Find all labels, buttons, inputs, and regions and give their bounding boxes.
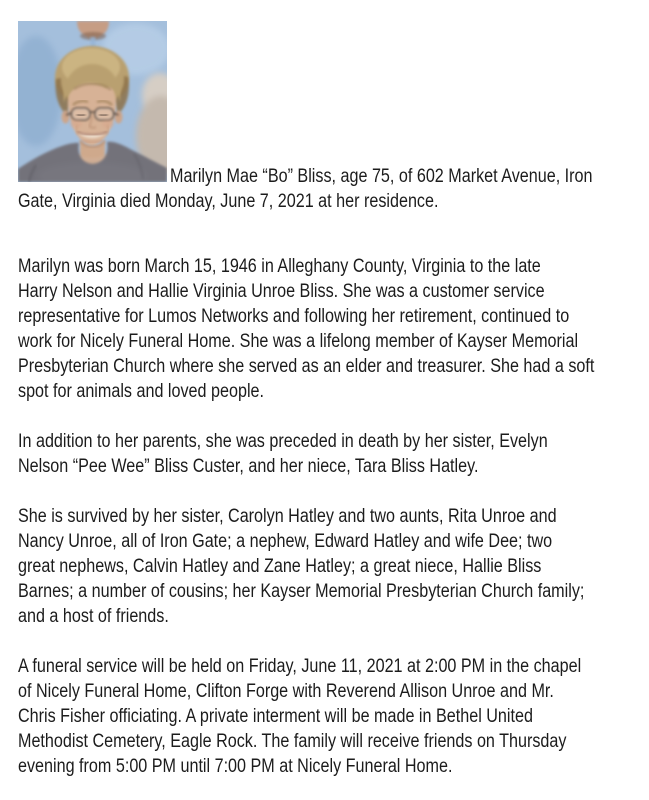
- biography-paragraph: [18, 254, 643, 404]
- service-details-paragraph: [18, 654, 643, 779]
- portrait-photo: [18, 21, 167, 182]
- text-line: great nephews, Calvin Hatley and Zane Hatley; a great niece, Hallie Bliss: [18, 556, 542, 577]
- text-line: A funeral service will be held on Friday, June 11, 2021 at 2:00 PM in the chapel: [18, 656, 582, 677]
- photo-and-first-line: [18, 21, 643, 189]
- text-line: Harry Nelson and Hallie Virginia Unroe Bliss. She was a customer service: [18, 281, 545, 302]
- text-line: and a host of friends.: [18, 606, 169, 627]
- text-line: Gate, Virginia died Monday, June 7, 2021 at her residence.: [18, 191, 439, 212]
- text-line: Methodist Cemetery, Eagle Rock. The family will receive friends on Thursday: [18, 731, 567, 752]
- text-line: In addition to her parents, she was preceded in death by her sister, Evelyn: [18, 431, 548, 452]
- text-line: She is survived by her sister, Carolyn Hatley and two aunts, Rita Unroe and: [18, 506, 557, 527]
- text-line: Marilyn Mae “Bo” Bliss, age 75, of 602 Market Avenue, Iron: [170, 166, 593, 187]
- text-line: Nelson “Pee Wee” Bliss Custer, and her niece, Tara Bliss Hatley.: [18, 456, 479, 477]
- text-line: work for Nicely Funeral Home. She was a lifelong member of Kayser Memorial: [18, 331, 579, 352]
- intro-paragraph: [18, 21, 643, 214]
- predeceased-paragraph: [18, 429, 643, 479]
- text-line: of Nicely Funeral Home, Clifton Forge with Reverend Allison Unroe and Mr.: [18, 681, 554, 702]
- text-line: Marilyn was born March 15, 1946 in Alleghany County, Virginia to the late: [18, 256, 541, 277]
- text-line: Presbyterian Church where she served as an elder and treasurer. She had a soft: [18, 356, 595, 377]
- text-line: Chris Fisher officiating. A private interment will be made in Bethel United: [18, 706, 533, 727]
- text-line: Nancy Unroe, all of Iron Gate; a nephew, Edward Hatley and wife Dee; two: [18, 531, 553, 552]
- survivors-paragraph: [18, 504, 643, 629]
- text-line: evening from 5:00 PM until 7:00 PM at Nicely Funeral Home.: [18, 756, 453, 777]
- text-line: Barnes; a number of cousins; her Kayser Memorial Presbyterian Church family;: [18, 581, 585, 602]
- text-line: representative for Lumos Networks and following her retirement, continued to: [18, 306, 570, 327]
- text-line: spot for animals and loved people.: [18, 381, 265, 402]
